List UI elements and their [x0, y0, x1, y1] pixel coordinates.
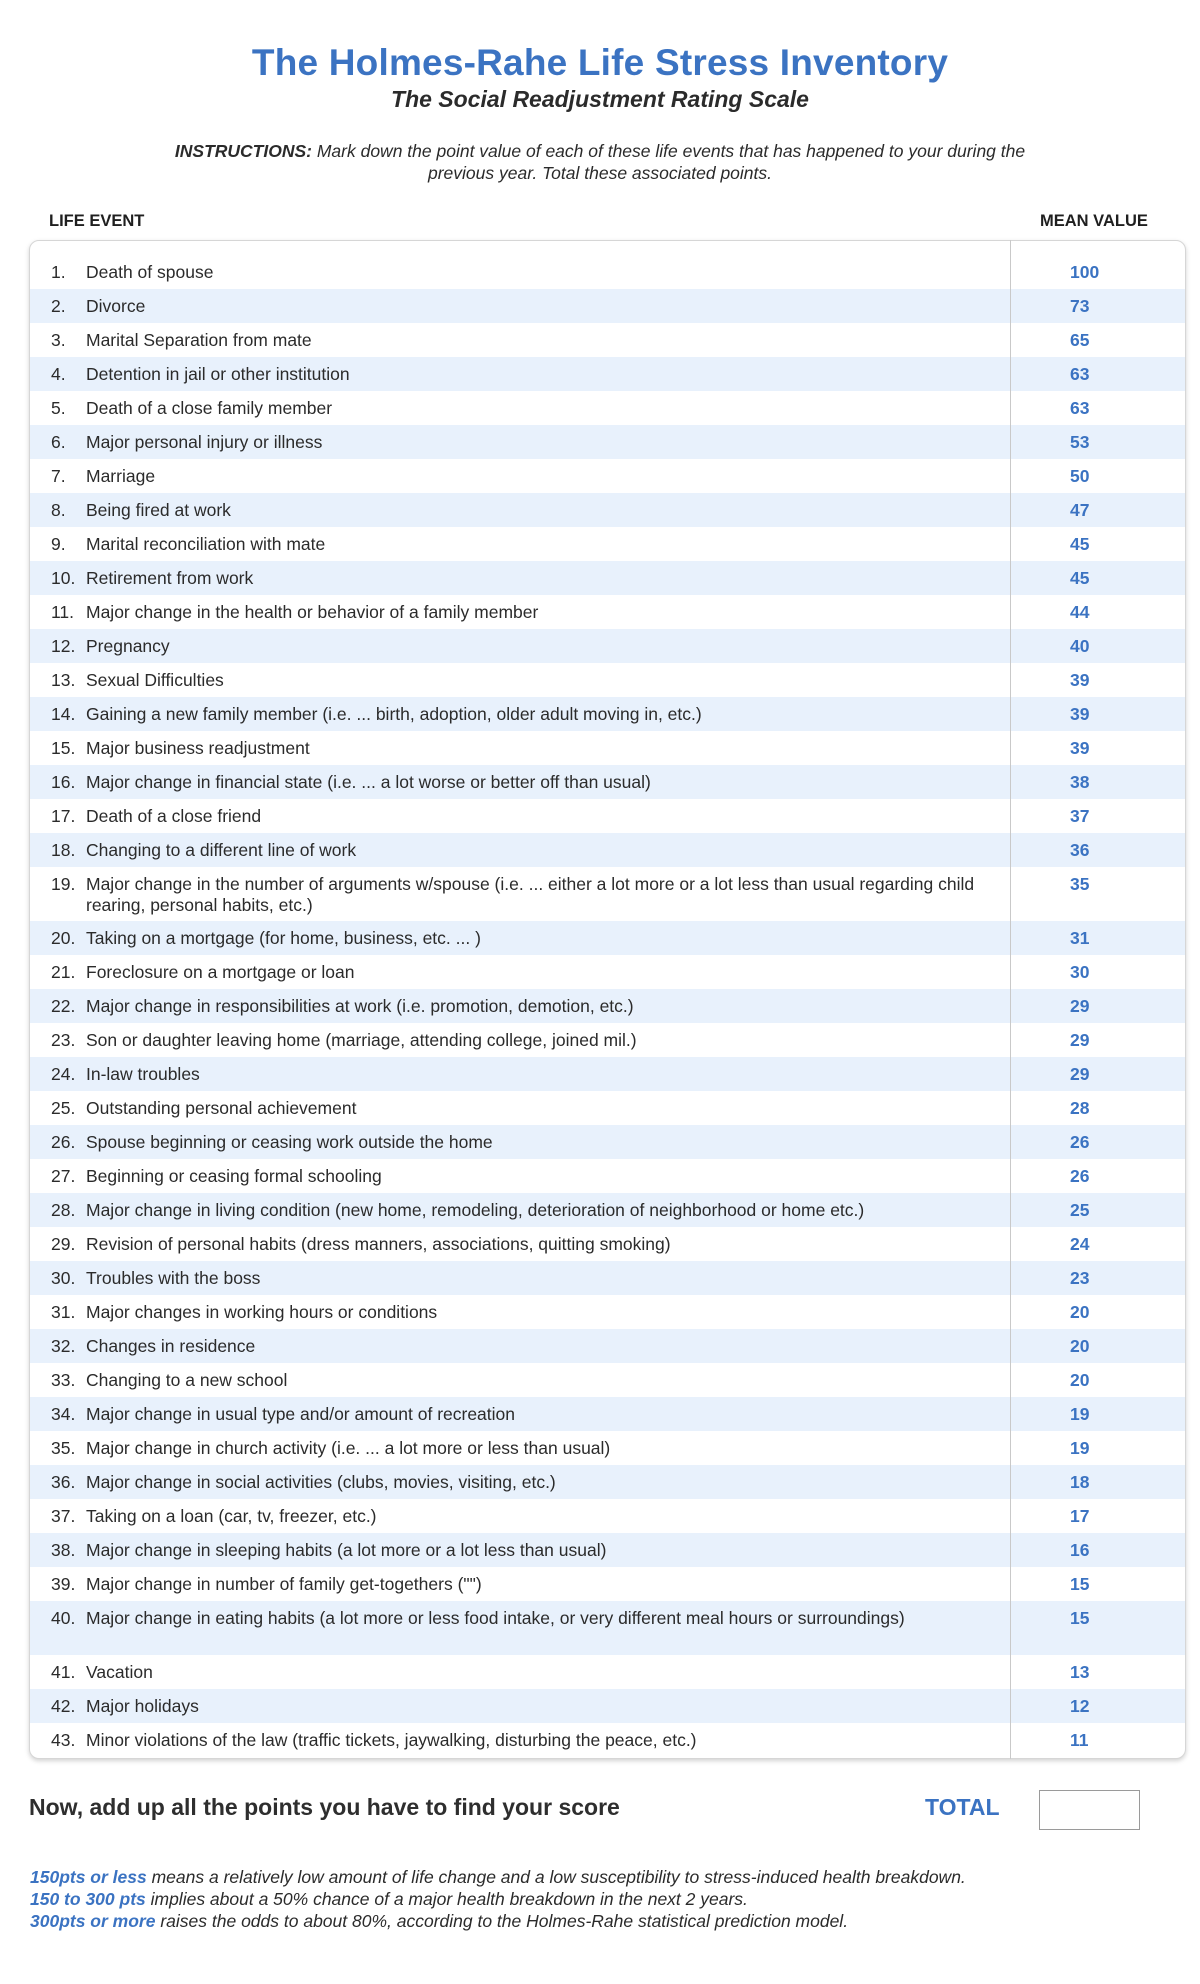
column-header-event: LIFE EVENT — [49, 212, 145, 230]
column-header-value: MEAN VALUE — [1040, 212, 1148, 230]
table-row — [30, 867, 1185, 921]
event-value: 39 — [1070, 670, 1090, 690]
event-value: 45 — [1070, 568, 1090, 588]
event-number: 38. — [51, 1540, 76, 1560]
legend-line — [30, 1888, 1180, 1910]
event-number: 41. — [51, 1662, 76, 1682]
table-row — [30, 1431, 1185, 1465]
event-label: Major changes in working hours or conditions — [86, 1302, 438, 1322]
event-value: 30 — [1070, 962, 1090, 982]
event-value: 18 — [1070, 1472, 1090, 1492]
table-row — [30, 391, 1185, 425]
table-row — [30, 425, 1185, 459]
event-value: 44 — [1070, 602, 1090, 622]
event-label: Death of a close friend — [86, 806, 262, 826]
event-number: 4. — [51, 364, 66, 384]
table-row — [30, 1567, 1185, 1601]
event-number: 16. — [51, 772, 76, 792]
event-value: 19 — [1070, 1404, 1090, 1424]
event-number: 24. — [51, 1064, 76, 1084]
event-label: Divorce — [86, 296, 146, 316]
event-value: 39 — [1070, 704, 1090, 724]
event-label: Gaining a new family member (i.e. ... birth, adoption, older adult moving in, etc.) — [86, 704, 702, 724]
event-value: 31 — [1070, 928, 1090, 948]
table-row — [30, 1723, 1185, 1757]
event-value: 24 — [1070, 1234, 1090, 1254]
legend-text: implies about a 50% chance of a major health breakdown in the next 2 years. — [145, 1889, 748, 1909]
event-label: Son or daughter leaving home (marriage, attending college, joined mil.) — [86, 1030, 637, 1050]
table-row — [30, 1159, 1185, 1193]
event-value: 45 — [1070, 534, 1090, 554]
table-row — [30, 1057, 1185, 1091]
table-row — [30, 1655, 1185, 1689]
event-label: Changing to a new school — [86, 1370, 288, 1390]
table-row — [30, 1363, 1185, 1397]
event-label: Spouse beginning or ceasing work outside the home — [86, 1132, 493, 1152]
event-label: Marriage — [86, 466, 156, 486]
event-number: 8. — [51, 500, 66, 520]
instructions — [150, 140, 1050, 184]
event-label: Death of a close family member — [86, 398, 333, 418]
event-number: 1. — [51, 262, 66, 282]
event-value: 63 — [1070, 364, 1090, 384]
event-label: Vacation — [86, 1662, 153, 1682]
legend-key: 150pts or less — [30, 1867, 147, 1887]
page-title: The Holmes-Rahe Life Stress Inventory — [251, 42, 949, 83]
event-label: Revision of personal habits (dress manners, associations, quitting smoking) — [86, 1234, 671, 1254]
table-row — [30, 955, 1185, 989]
event-number: 32. — [51, 1336, 76, 1356]
events-table — [29, 240, 1186, 1759]
table-row — [30, 527, 1185, 561]
table-row — [30, 765, 1185, 799]
event-number: 22. — [51, 996, 76, 1016]
event-label: Death of spouse — [86, 262, 214, 282]
event-number: 10. — [51, 568, 76, 588]
column-divider — [1010, 240, 1011, 1759]
event-value: 38 — [1070, 772, 1090, 792]
event-value: 29 — [1070, 1064, 1090, 1084]
event-value: 25 — [1070, 1200, 1090, 1220]
event-label: Taking on a loan (car, tv, freezer, etc.) — [86, 1506, 377, 1526]
event-number: 3. — [51, 330, 66, 350]
event-value: 40 — [1070, 636, 1090, 656]
event-number: 5. — [51, 398, 66, 418]
event-value: 12 — [1070, 1696, 1090, 1716]
event-label: Retirement from work — [86, 568, 254, 588]
event-value: 26 — [1070, 1132, 1090, 1152]
event-number: 12. — [51, 636, 76, 656]
event-label: Detention in jail or other institution — [86, 364, 350, 384]
event-number: 18. — [51, 840, 76, 860]
table-row — [30, 1023, 1185, 1057]
event-number: 27. — [51, 1166, 76, 1186]
event-value: 17 — [1070, 1506, 1090, 1526]
table-row — [30, 833, 1185, 867]
event-number: 7. — [51, 466, 66, 486]
event-label: Major change in usual type and/or amount of recreation — [86, 1404, 516, 1424]
legend-line — [30, 1910, 1180, 1932]
table-row — [30, 1465, 1185, 1499]
table-row — [30, 1091, 1185, 1125]
event-label: Major change in number of family get-togethers ("") — [86, 1574, 482, 1594]
event-number: 19. — [51, 874, 76, 894]
event-value: 100 — [1070, 262, 1100, 282]
event-number: 43. — [51, 1730, 76, 1750]
event-label: Sexual Difficulties — [86, 670, 224, 690]
table-row — [30, 1689, 1185, 1723]
instructions-text: Mark down the point value of each of these life events that has happened to your during the previous year. Total these associated points. — [311, 141, 1026, 183]
event-value: 16 — [1070, 1540, 1090, 1560]
table-row — [30, 921, 1185, 955]
event-label: Being fired at work — [86, 500, 231, 520]
event-number: 17. — [51, 806, 76, 826]
table-row — [30, 459, 1185, 493]
event-label: In-law troubles — [86, 1064, 200, 1084]
event-label: Foreclosure on a mortgage or loan — [86, 962, 355, 982]
score-legend — [30, 1866, 1180, 1932]
event-number: 11. — [51, 602, 75, 622]
page-subtitle: The Social Readjustment Rating Scale — [391, 86, 809, 112]
table-row — [30, 1295, 1185, 1329]
table-row — [30, 255, 1185, 289]
event-value: 53 — [1070, 432, 1090, 452]
event-value: 29 — [1070, 1030, 1090, 1050]
table-row — [30, 595, 1185, 629]
event-number: 26. — [51, 1132, 76, 1152]
event-number: 28. — [51, 1200, 76, 1220]
table-row — [30, 1397, 1185, 1431]
table-row — [30, 731, 1185, 765]
event-number: 37. — [51, 1506, 76, 1526]
event-number: 14. — [51, 704, 76, 724]
event-value: 37 — [1070, 806, 1090, 826]
table-row — [30, 1193, 1185, 1227]
event-value: 63 — [1070, 398, 1090, 418]
event-label: Major change in the number of arguments w/spouse (i.e. ... either a lot more or a lot less than usual regarding child rearing, personal habits, etc.) — [86, 874, 975, 915]
event-number: 36. — [51, 1472, 76, 1492]
event-value: 23 — [1070, 1268, 1090, 1288]
event-value: 39 — [1070, 738, 1090, 758]
score-prompt: Now, add up all the points you have to find your score — [29, 1794, 620, 1820]
legend-text: raises the odds to about 80%, according to the Holmes-Rahe statistical prediction model. — [155, 1911, 849, 1931]
table-row — [30, 629, 1185, 663]
event-number: 42. — [51, 1696, 76, 1716]
table-row — [30, 799, 1185, 833]
event-label: Major change in financial state (i.e. ... a lot worse or better off than usual) — [86, 772, 651, 792]
table-row — [30, 493, 1185, 527]
event-number: 34. — [51, 1404, 76, 1424]
table-row — [30, 289, 1185, 323]
event-number: 29. — [51, 1234, 76, 1254]
table-row — [30, 1261, 1185, 1295]
event-label: Pregnancy — [86, 636, 170, 656]
instructions-label: INSTRUCTIONS: — [174, 141, 312, 161]
event-label: Outstanding personal achievement — [86, 1098, 357, 1118]
event-label: Major change in social activities (clubs, movies, visiting, etc.) — [86, 1472, 556, 1492]
table-row — [30, 1499, 1185, 1533]
event-number: 2. — [51, 296, 66, 316]
event-value: 29 — [1070, 996, 1090, 1016]
event-value: 50 — [1070, 466, 1090, 486]
table-row — [30, 1601, 1185, 1655]
event-value: 65 — [1070, 330, 1090, 350]
table-row — [30, 697, 1185, 731]
event-value: 35 — [1070, 874, 1090, 894]
event-value: 36 — [1070, 840, 1090, 860]
event-label: Troubles with the boss — [86, 1268, 261, 1288]
event-label: Changing to a different line of work — [86, 840, 357, 860]
event-label: Major change in the health or behavior of a family member — [86, 602, 539, 622]
table-row — [30, 323, 1185, 357]
legend-line — [30, 1866, 1180, 1888]
event-number: 30. — [51, 1268, 76, 1288]
event-value: 20 — [1070, 1336, 1090, 1356]
event-number: 23. — [51, 1030, 76, 1050]
event-label: Taking on a mortgage (for home, business, etc. ... ) — [86, 928, 481, 948]
event-label: Major change in sleeping habits (a lot more or a lot less than usual) — [86, 1540, 607, 1560]
table-row — [30, 1125, 1185, 1159]
event-value: 26 — [1070, 1166, 1090, 1186]
table-row — [30, 1227, 1185, 1261]
table-row — [30, 663, 1185, 697]
event-value: 11 — [1070, 1730, 1089, 1750]
table-row — [30, 1329, 1185, 1363]
event-value: 20 — [1070, 1370, 1090, 1390]
event-number: 13. — [51, 670, 76, 690]
event-number: 9. — [51, 534, 66, 554]
event-label: Major change in responsibilities at work (i.e. promotion, demotion, etc.) — [86, 996, 634, 1016]
event-number: 31. — [51, 1302, 76, 1322]
legend-key: 150 to 300 pts — [30, 1889, 146, 1909]
total-field[interactable] — [1039, 1790, 1140, 1830]
legend-text: means a relatively low amount of life change and a low susceptibility to stress-induced health breakdown. — [146, 1867, 966, 1887]
event-number: 15. — [51, 738, 76, 758]
event-label: Minor violations of the law (traffic tickets, jaywalking, disturbing the peace, etc.) — [86, 1730, 697, 1750]
event-label: Major holidays — [86, 1696, 199, 1716]
event-label: Beginning or ceasing formal schooling — [86, 1166, 382, 1186]
table-row — [30, 357, 1185, 391]
legend-key: 300pts or more — [30, 1911, 156, 1931]
event-number: 35. — [51, 1438, 76, 1458]
event-label: Marital Separation from mate — [86, 330, 312, 350]
event-label: Changes in residence — [86, 1336, 256, 1356]
event-label: Major business readjustment — [86, 738, 310, 758]
event-label: Major change in living condition (new home, remodeling, deterioration of neighborhood or home etc.) — [86, 1200, 865, 1220]
event-value: 20 — [1070, 1302, 1090, 1322]
event-number: 20. — [51, 928, 76, 948]
event-value: 28 — [1070, 1098, 1090, 1118]
event-number: 6. — [51, 432, 66, 452]
event-number: 39. — [51, 1574, 76, 1594]
table-row — [30, 989, 1185, 1023]
event-number: 25. — [51, 1098, 76, 1118]
event-label: Major personal injury or illness — [86, 432, 323, 452]
event-number: 33. — [51, 1370, 76, 1390]
event-label: Major change in eating habits (a lot more or less food intake, or very different meal hours or surroundings) — [86, 1608, 905, 1628]
event-value: 13 — [1070, 1662, 1090, 1682]
event-value: 47 — [1070, 500, 1090, 520]
event-value: 15 — [1070, 1574, 1090, 1594]
event-number: 21. — [51, 962, 76, 982]
event-value: 19 — [1070, 1438, 1090, 1458]
events-list — [30, 255, 1185, 1757]
event-value: 15 — [1070, 1608, 1090, 1628]
event-value: 73 — [1070, 296, 1090, 316]
table-row — [30, 561, 1185, 595]
event-label: Major change in church activity (i.e. ... a lot more or less than usual) — [86, 1438, 611, 1458]
total-label: TOTAL — [925, 1794, 1000, 1820]
event-label: Marital reconciliation with mate — [86, 534, 326, 554]
event-number: 40. — [51, 1608, 76, 1628]
table-row — [30, 1533, 1185, 1567]
